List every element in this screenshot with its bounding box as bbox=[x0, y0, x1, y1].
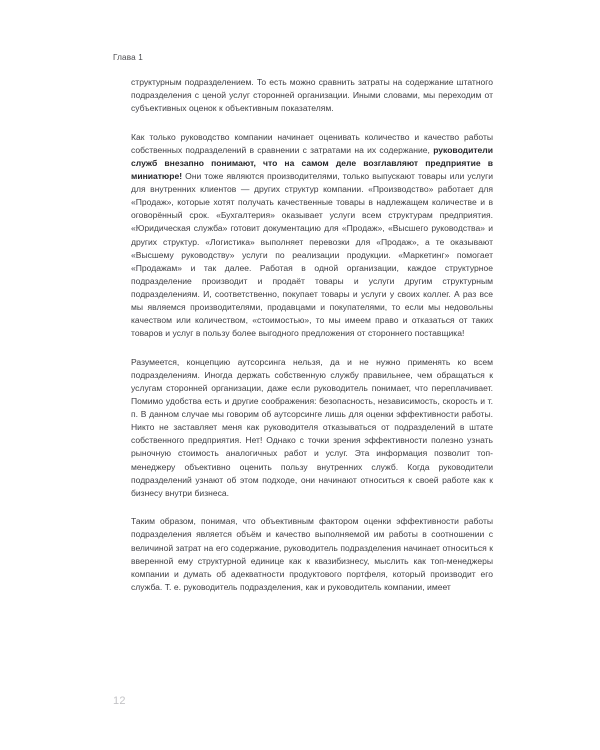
paragraph-2-tail: Они тоже являются производителями, только выпускают товары или услуги для внутренних клиентов — других структур компании. «Производство» работает для «Продаж», которые хотят получать качественные товары в надлежащем количестве и в оговорённый срок. «Бухгалтерия» оказывает услуги всем структурам предприятия. «Юридическая служба» готовит документацию для «Продаж», «Высшего руководства» и других структур. «Логистика» выполняет перевозки для «Продаж», а те оказывают «Высшему руководству» услуги по реализации продукции. «Маркетинг» помогает «Продажам» и так далее. Работая в одной организации, каждое структурное подразделение производит и продаёт товары и услуги другим структурным подразделениям. И, соответственно, покупает товары и услуги у своих коллег. А раз все мы являемся производителями, продавцами и покупателями, то если мы недовольны качеством или количеством, «стоимостью», то мы имеем право и отказаться от таких товаров и услуг в пользу более выгодного предложения от стороннего поставщика! bbox=[131, 171, 493, 339]
paragraph-2-lead: Как только руководство компании начинает оценивать количество и качество работы собственных подразделений в сравнении с затратами на их содержание, bbox=[131, 131, 493, 155]
body-text-column bbox=[131, 76, 493, 594]
page-number: 12 bbox=[113, 695, 126, 707]
paragraph-2-emphasis: руководители служб внезапно понимают, что на самом деле возглавляют предприятие в миниатюре! bbox=[131, 144, 493, 182]
paragraph-2 bbox=[131, 131, 493, 341]
paragraph-4: Таким образом, понимая, что объективным фактором оценки эффективности работы подразделения является объём и качество выполняемой им работы в соотношении с величиной затрат на его содержание, руководитель подразделения начинает относиться к вверенной ему структурной единице как к квазибизнесу, мыслить как топ-менеджеры компании и думать об адекватности продуктового портфеля, который производит его служба. Т. е. руководитель подразделения, как и руководитель компании, имеет bbox=[131, 516, 493, 592]
chapter-running-head: Глава 1 bbox=[113, 53, 143, 62]
paragraph-1: структурным подразделением. То есть можно сравнить затраты на содержание штатного подразделения с ценой услуг сторонней организации. Иными словами, мы переходим от субъективных оценок к объективным показателям. bbox=[131, 77, 493, 114]
paragraph-3: Разумеется, концепцию аутсорсинга нельзя, да и не нужно применять ко всем подразделениям. Иногда держать собственную службу правильнее, чем обращаться к услугам сторонней организации, даже если руководитель понимает, что переплачивает. Помимо удобства есть и другие соображения: безопасность, независимость, скорость и т. п. В данном случае мы говорим об аутсорсинге лишь для оценки эффективности работы. Никто не заставляет меня как руководителя отказываться от подразделений в штате собственного предприятия. Нет! Однако с точки зрения эффективности полезно узнать рыночную стоимость аналогичных работ и услуг. Эта информация позволит топ-менеджеру объективно оценить пользу внутренних служб. Когда руководители подразделений узнают об этом подходе, они начинают относиться к своей работе как к бизнесу внутри бизнеса. bbox=[131, 356, 493, 498]
